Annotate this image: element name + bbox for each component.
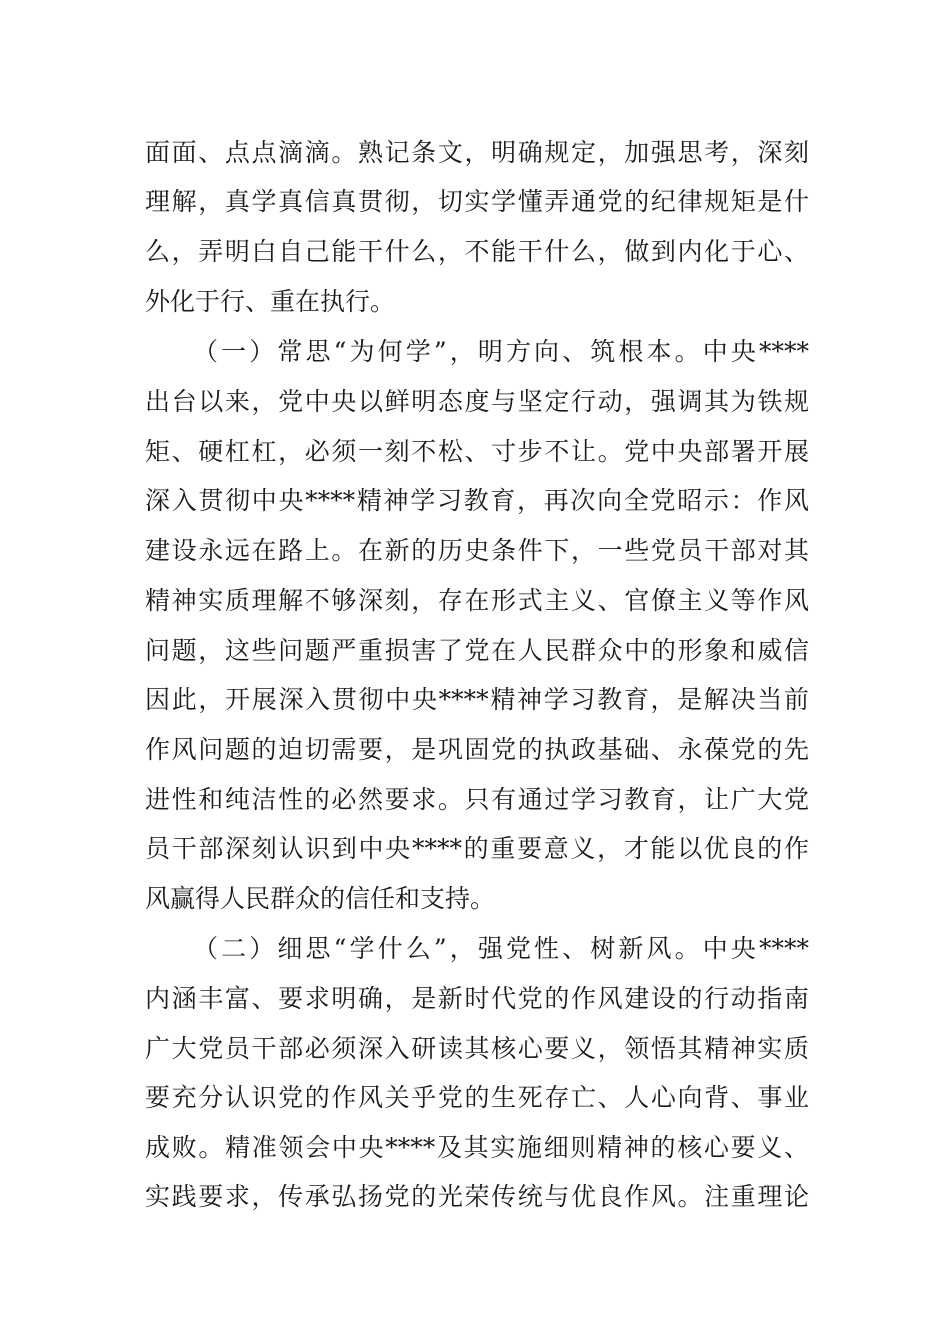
text-line-14: 进性和纯洁性的必然要求。只有通过学习教育，让广大党 bbox=[145, 785, 809, 814]
text-line-16: 风赢得人民群众的信任和支持。 bbox=[145, 884, 496, 913]
text-line-6: 出台以来，党中央以鲜明态度与坚定行动，强调其为铁规 bbox=[145, 387, 809, 416]
text-line-10: 精神实质理解不够深刻，存在形式主义、官僚主义等作风 bbox=[145, 586, 809, 615]
text-line-21: 成败。精准领会中央****及其实施细则精神的核心要义、 bbox=[145, 1133, 809, 1162]
text-line-22: 实践要求，传承弘扬党的光荣传统与优良作风。注重理论 bbox=[145, 1182, 809, 1211]
text-line-20: 要充分认识党的作风关乎党的生死存亡、人心向背、事业 bbox=[145, 1083, 809, 1112]
text-line-3: 么，弄明白自己能干什么，不能干什么，做到内化于心、 bbox=[145, 237, 809, 266]
text-line-11: 问题，这些问题严重损害了党在人民群众中的形象和威信 bbox=[145, 636, 809, 665]
section-1-heading-line: （一）常思“为何学”，明方向、筑根本。中央**** bbox=[193, 337, 809, 366]
text-line-7: 矩、硬杠杠，必须一刻不松、寸步不让。党中央部署开展 bbox=[145, 437, 809, 466]
section-2-heading-line: （二）细思“学什么”，强党性、树新风。中央**** bbox=[193, 934, 809, 963]
text-line-4: 外化于行、重在执行。 bbox=[145, 287, 396, 316]
text-line-18: 内涵丰富、要求明确，是新时代党的作风建设的行动指南 bbox=[145, 984, 809, 1013]
text-line-8: 深入贯彻中央****精神学习教育，再次向全党昭示：作风 bbox=[145, 486, 809, 515]
text-line-9: 建设永远在路上。在新的历史条件下，一些党员干部对其 bbox=[145, 536, 809, 565]
text-line-1: 面面、点点滴滴。熟记条文，明确规定，加强思考，深刻 bbox=[145, 138, 809, 167]
text-line-13: 作风问题的迫切需要，是巩固党的执政基础、永葆党的先 bbox=[145, 735, 809, 764]
text-line-2: 理解，真学真信真贯彻，切实学懂弄通党的纪律规矩是什 bbox=[145, 187, 809, 216]
text-line-19: 广大党员干部必须深入研读其核心要义，领悟其精神实质 bbox=[145, 1034, 809, 1063]
text-line-12: 因此，开展深入贯彻中央****精神学习教育，是解决当前 bbox=[145, 685, 809, 714]
text-line-15: 员干部深刻认识到中央****的重要意义，才能以优良的作 bbox=[145, 834, 809, 863]
